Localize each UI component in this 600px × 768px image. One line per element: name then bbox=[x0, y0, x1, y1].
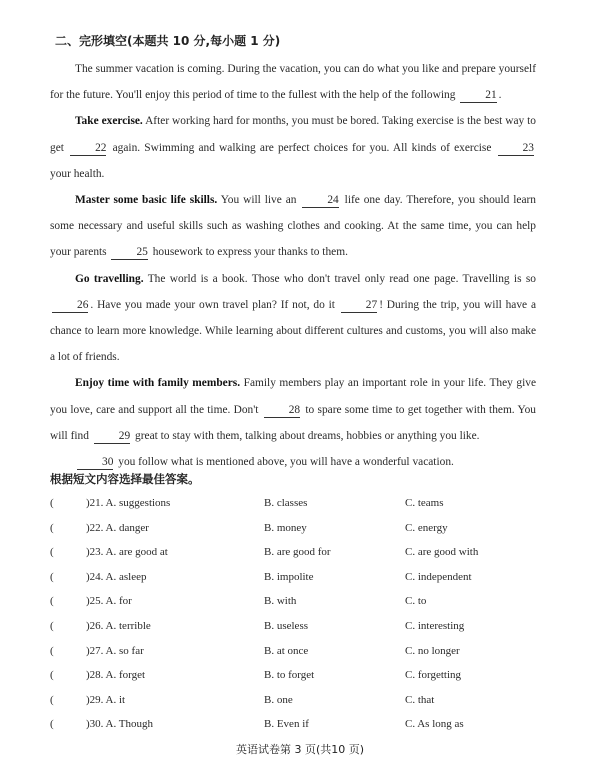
option-a: )26. A. terrible bbox=[86, 619, 151, 632]
option-c: C. As long as bbox=[405, 718, 464, 731]
blank-22: 22 bbox=[70, 141, 106, 156]
option-b: B. money bbox=[264, 521, 307, 534]
option-b: B. classes bbox=[264, 497, 308, 509]
blank-24: 24 bbox=[302, 193, 338, 208]
paragraph-title-family: Enjoy time with family members. bbox=[75, 377, 241, 390]
option-c: C. independent bbox=[405, 570, 472, 583]
question-row-23 bbox=[50, 546, 550, 571]
question-row-29 bbox=[50, 694, 550, 719]
question-row-28 bbox=[50, 669, 550, 694]
question-row-21 bbox=[50, 497, 550, 522]
answer-paren: ( bbox=[50, 546, 54, 559]
question-list bbox=[50, 497, 550, 743]
question-row-24 bbox=[50, 571, 550, 596]
passage-paragraph-4: Go travelling. The world is a book. Those who don't travel only read one page. Travelling is so 26 . Have you made your own travel plan? If not, do it 27 ! During the trip, you will have a chance to learn more knowledge. While learning about different cultures and customs, you will also make a lot of friends. bbox=[50, 272, 536, 364]
passage-paragraph-2: Take exercise. After working hard for months, you must be bored. Taking exercise is the best way to get 22 again. Swimming and walking are perfect choices for you. All kinds of exercise 23 your health. bbox=[50, 115, 536, 180]
page-footer: 英语试卷第 3 页(共10 页) bbox=[235, 743, 365, 756]
option-b: B. impolite bbox=[264, 570, 314, 583]
option-a: )30. A. Though bbox=[86, 718, 154, 731]
answer-paren: ( bbox=[50, 570, 54, 583]
answer-paren: ( bbox=[50, 693, 54, 706]
option-a: )24. A. asleep bbox=[86, 570, 147, 583]
blank-23: 23 bbox=[498, 141, 534, 156]
passage-paragraph-1: The summer vacation is coming. During the vacation, you can do what you like and prepare yourself for the future. You'll enjoy this period of time to the fullest with the help of the following 21 . bbox=[50, 63, 536, 102]
option-c: C. that bbox=[405, 693, 435, 706]
option-b: B. are good for bbox=[264, 546, 331, 559]
option-c: C. interesting bbox=[405, 619, 465, 632]
cloze-passage bbox=[50, 56, 536, 475]
passage-paragraph-3: Master some basic life skills. You will live an 24 life one day. Therefore, you should learn some necessary and useful skills such as washing clothes and cooking. At the same time, you can help your parents 25 housework to express your thanks to them. bbox=[50, 194, 536, 259]
answer-paren: ( bbox=[50, 521, 54, 534]
option-a: )28. A. forget bbox=[86, 669, 146, 682]
blank-21: 21 bbox=[460, 88, 496, 103]
option-b: B. useless bbox=[264, 619, 308, 632]
question-row-30 bbox=[50, 718, 550, 743]
question-row-26 bbox=[50, 620, 550, 645]
answer-paren: ( bbox=[50, 497, 54, 509]
option-b: B. with bbox=[264, 595, 297, 608]
passage-paragraph-6: 30 you follow what is mentioned above, you will have a wonderful vacation. bbox=[50, 449, 536, 475]
option-a: )23. A. are good at bbox=[86, 546, 168, 559]
question-row-27 bbox=[50, 645, 550, 670]
blank-29: 29 bbox=[94, 429, 130, 444]
option-c: C. forgetting bbox=[405, 669, 462, 682]
answer-paren: ( bbox=[50, 619, 54, 632]
option-a: )22. A. danger bbox=[86, 521, 149, 534]
option-c: C. to bbox=[405, 595, 427, 608]
answer-paren: ( bbox=[50, 718, 54, 731]
option-a: )27. A. so far bbox=[86, 644, 144, 657]
paragraph-title-travelling: Go travelling. bbox=[75, 272, 144, 285]
option-c: C. are good with bbox=[405, 546, 479, 559]
blank-28: 28 bbox=[264, 403, 300, 418]
passage-paragraph-5: Enjoy time with family members. Family members play an important role in your life. They give you love, care and support all the time. Don't 28 to spare some time to get together with them. You will find 29 great to stay with them, talking about dreams, hobbies or anything you like. bbox=[50, 377, 536, 442]
option-a: )29. A. it bbox=[86, 693, 126, 706]
option-c: C. no longer bbox=[405, 644, 460, 657]
option-a: )25. A. for bbox=[86, 595, 132, 608]
option-b: B. to forget bbox=[264, 669, 315, 682]
option-b: B. one bbox=[264, 693, 293, 706]
blank-27: 27 bbox=[341, 298, 377, 313]
blank-30: 30 bbox=[77, 455, 113, 470]
paragraph-title-exercise: Take exercise. bbox=[75, 115, 143, 128]
section-heading: 二、完形填空(本题共 10 分,每小题 1 分) bbox=[55, 34, 281, 48]
option-c: C. energy bbox=[405, 521, 448, 534]
answer-paren: ( bbox=[50, 595, 54, 608]
paragraph-title-skills: Master some basic life skills. bbox=[75, 194, 218, 207]
question-row-22 bbox=[50, 522, 550, 547]
option-b: B. Even if bbox=[264, 718, 309, 731]
question-row-25 bbox=[50, 595, 550, 620]
answer-paren: ( bbox=[50, 669, 54, 682]
blank-26: 26 bbox=[52, 298, 88, 313]
blank-25: 25 bbox=[111, 245, 147, 260]
option-a: )21. A. suggestions bbox=[86, 497, 171, 509]
instruction-text: 根据短文内容选择最佳答案。 bbox=[50, 472, 200, 486]
answer-paren: ( bbox=[50, 644, 54, 657]
option-b: B. at once bbox=[264, 644, 309, 657]
option-c: C. teams bbox=[405, 497, 444, 509]
